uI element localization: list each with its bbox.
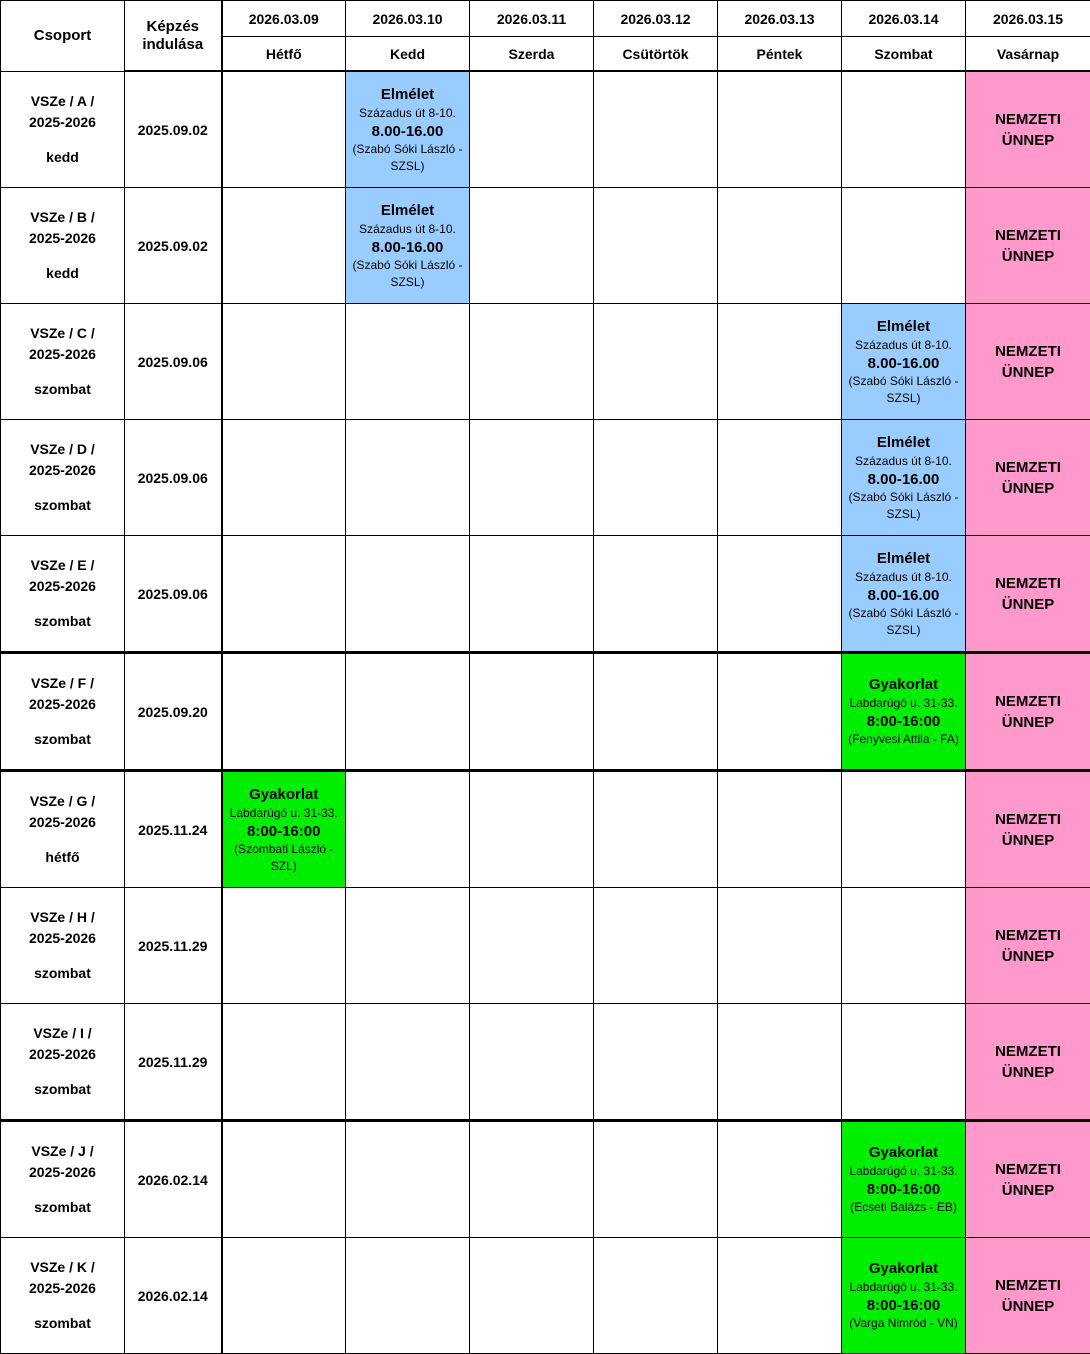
- date-header: 2026.03.14: [842, 1, 966, 37]
- event-teacher: (Szabó Sóki László - SZSL): [842, 605, 965, 639]
- event-location: Labdarúgó u. 31-33.: [842, 694, 965, 712]
- event-teacher: (Szabó Sóki László - SZSL): [346, 141, 469, 175]
- holiday-line1: NEMZETI: [966, 1159, 1090, 1180]
- holiday-line1: NEMZETI: [966, 457, 1090, 478]
- day-header: Szombat: [842, 37, 966, 72]
- holiday-line2: ÜNNEP: [966, 246, 1090, 267]
- group-year: 2025-2026: [1, 1278, 124, 1299]
- empty-cell: [222, 420, 346, 536]
- event-time: 8:00-16:00: [842, 1296, 965, 1315]
- empty-cell: [222, 188, 346, 304]
- event-teacher: (Fenyvesi Attila - FA): [842, 731, 965, 748]
- empty-cell: [346, 1238, 470, 1354]
- holiday-line2: ÜNNEP: [966, 712, 1090, 733]
- event-type: Elmélet: [842, 549, 965, 568]
- day-header: Kedd: [346, 37, 470, 72]
- start-date-cell: 2025.11.29: [125, 888, 222, 1004]
- header-row-dates: [1, 1, 1090, 37]
- empty-cell: [842, 888, 966, 1004]
- group-year: 2025-2026: [1, 1162, 124, 1183]
- holiday-cell: [966, 304, 1090, 420]
- event-time: 8.00-16.00: [842, 586, 965, 605]
- start-date-cell: 2025.09.02: [125, 71, 222, 188]
- table-row: [1, 1238, 1090, 1354]
- event-teacher: (Szombati László - SZL): [223, 841, 346, 875]
- start-date-cell: 2026.02.14: [125, 1238, 222, 1354]
- date-header: 2026.03.13: [718, 1, 842, 37]
- empty-cell: [842, 188, 966, 304]
- event-location: Labdarúgó u. 31-33.: [223, 804, 346, 822]
- day-header: Vasárnap: [966, 37, 1090, 72]
- event-teacher: (Ecseti Balázs - EB): [842, 1199, 965, 1216]
- empty-cell: [470, 1238, 594, 1354]
- start-date-cell: 2025.09.20: [125, 653, 222, 771]
- empty-cell: [594, 1238, 718, 1354]
- empty-cell: [470, 771, 594, 888]
- empty-cell: [718, 653, 842, 771]
- empty-cell: [222, 1004, 346, 1121]
- empty-cell: [842, 1004, 966, 1121]
- empty-cell: [718, 420, 842, 536]
- holiday-cell: [966, 1121, 1090, 1238]
- date-header: 2026.03.09: [222, 1, 346, 37]
- empty-cell: [718, 1004, 842, 1121]
- empty-cell: [594, 653, 718, 771]
- group-year: 2025-2026: [1, 694, 124, 715]
- group-cell: [1, 536, 125, 653]
- event-time: 8.00-16.00: [346, 122, 469, 141]
- group-day: kedd: [1, 147, 124, 168]
- day-header: Hétfő: [222, 37, 346, 72]
- empty-cell: [346, 771, 470, 888]
- holiday-cell: [966, 536, 1090, 653]
- theory-event-cell: [346, 188, 470, 304]
- group-cell: [1, 1121, 125, 1238]
- group-cell: [1, 771, 125, 888]
- empty-cell: [470, 1004, 594, 1121]
- event-time: 8:00-16:00: [223, 822, 346, 841]
- event-teacher: (Szabó Sóki László - SZSL): [842, 373, 965, 407]
- empty-cell: [842, 771, 966, 888]
- date-header: 2026.03.12: [594, 1, 718, 37]
- group-cell: [1, 1004, 125, 1121]
- holiday-cell: [966, 653, 1090, 771]
- empty-cell: [222, 653, 346, 771]
- group-year: 2025-2026: [1, 928, 124, 949]
- start-date-cell: 2025.09.06: [125, 420, 222, 536]
- start-header: Képzés indulása: [125, 1, 222, 72]
- group-year: 2025-2026: [1, 112, 124, 133]
- empty-cell: [222, 1121, 346, 1238]
- start-date-cell: 2026.02.14: [125, 1121, 222, 1238]
- event-location: Századus út 8-10.: [346, 220, 469, 238]
- event-location: Századus út 8-10.: [346, 104, 469, 122]
- empty-cell: [594, 536, 718, 653]
- event-teacher: (Varga Nimród - VN): [842, 1315, 965, 1332]
- day-header: Szerda: [470, 37, 594, 72]
- event-type: Elmélet: [842, 317, 965, 336]
- empty-cell: [470, 653, 594, 771]
- start-date-cell: 2025.11.29: [125, 1004, 222, 1121]
- group-day: szombat: [1, 611, 124, 632]
- group-day: szombat: [1, 1197, 124, 1218]
- holiday-line1: NEMZETI: [966, 573, 1090, 594]
- holiday-line1: NEMZETI: [966, 109, 1090, 130]
- empty-cell: [470, 188, 594, 304]
- holiday-cell: [966, 1004, 1090, 1121]
- holiday-cell: [966, 71, 1090, 188]
- group-day: szombat: [1, 495, 124, 516]
- holiday-line2: ÜNNEP: [966, 130, 1090, 151]
- empty-cell: [470, 71, 594, 188]
- empty-cell: [718, 71, 842, 188]
- event-time: 8.00-16.00: [346, 238, 469, 257]
- empty-cell: [346, 653, 470, 771]
- empty-cell: [346, 888, 470, 1004]
- group-cell: [1, 888, 125, 1004]
- group-day: szombat: [1, 729, 124, 750]
- empty-cell: [470, 1121, 594, 1238]
- date-header: 2026.03.15: [966, 1, 1090, 37]
- empty-cell: [470, 536, 594, 653]
- group-header: Csoport: [1, 1, 125, 72]
- group-year: 2025-2026: [1, 344, 124, 365]
- start-date-cell: 2025.09.02: [125, 188, 222, 304]
- empty-cell: [346, 536, 470, 653]
- table-row: [1, 771, 1090, 888]
- empty-cell: [594, 71, 718, 188]
- group-day: szombat: [1, 1079, 124, 1100]
- empty-cell: [594, 420, 718, 536]
- empty-cell: [222, 888, 346, 1004]
- holiday-line2: ÜNNEP: [966, 1062, 1090, 1083]
- group-name: VSZe / C /: [1, 323, 124, 344]
- holiday-line2: ÜNNEP: [966, 1296, 1090, 1317]
- group-name: VSZe / H /: [1, 907, 124, 928]
- holiday-line2: ÜNNEP: [966, 946, 1090, 967]
- empty-cell: [718, 304, 842, 420]
- practice-event-cell: [842, 653, 966, 771]
- empty-cell: [718, 536, 842, 653]
- event-type: Gyakorlat: [842, 1259, 965, 1278]
- event-type: Elmélet: [346, 201, 469, 220]
- group-day: szombat: [1, 1313, 124, 1334]
- group-name: VSZe / K /: [1, 1257, 124, 1278]
- empty-cell: [594, 304, 718, 420]
- empty-cell: [222, 536, 346, 653]
- group-year: 2025-2026: [1, 1044, 124, 1065]
- table-row: [1, 71, 1090, 188]
- holiday-line1: NEMZETI: [966, 1041, 1090, 1062]
- empty-cell: [718, 771, 842, 888]
- table-row: [1, 653, 1090, 771]
- event-location: Labdarúgó u. 31-33.: [842, 1278, 965, 1296]
- practice-event-cell: [842, 1121, 966, 1238]
- empty-cell: [346, 420, 470, 536]
- event-location: Századus út 8-10.: [842, 568, 965, 586]
- group-name: VSZe / J /: [1, 1141, 124, 1162]
- empty-cell: [594, 1004, 718, 1121]
- holiday-cell: [966, 420, 1090, 536]
- holiday-cell: [966, 888, 1090, 1004]
- empty-cell: [346, 1004, 470, 1121]
- group-year: 2025-2026: [1, 576, 124, 597]
- date-header: 2026.03.11: [470, 1, 594, 37]
- empty-cell: [222, 71, 346, 188]
- holiday-line2: ÜNNEP: [966, 594, 1090, 615]
- holiday-line1: NEMZETI: [966, 809, 1090, 830]
- start-date-cell: 2025.09.06: [125, 304, 222, 420]
- theory-event-cell: [842, 420, 966, 536]
- table-row: [1, 536, 1090, 653]
- group-name: VSZe / E /: [1, 555, 124, 576]
- group-year: 2025-2026: [1, 812, 124, 833]
- empty-cell: [594, 1121, 718, 1238]
- group-name: VSZe / B /: [1, 207, 124, 228]
- group-name: VSZe / G /: [1, 791, 124, 812]
- start-date-cell: 2025.09.06: [125, 536, 222, 653]
- holiday-line2: ÜNNEP: [966, 362, 1090, 383]
- holiday-cell: [966, 771, 1090, 888]
- empty-cell: [594, 771, 718, 888]
- event-teacher: (Szabó Sóki László - SZSL): [842, 489, 965, 523]
- holiday-line1: NEMZETI: [966, 1275, 1090, 1296]
- group-cell: [1, 420, 125, 536]
- group-cell: [1, 653, 125, 771]
- practice-event-cell: [222, 771, 346, 888]
- group-cell: [1, 71, 125, 188]
- holiday-line2: ÜNNEP: [966, 830, 1090, 851]
- table-row: [1, 304, 1090, 420]
- empty-cell: [470, 420, 594, 536]
- practice-event-cell: [842, 1238, 966, 1354]
- empty-cell: [346, 304, 470, 420]
- holiday-line2: ÜNNEP: [966, 478, 1090, 499]
- event-teacher: (Szabó Sóki László - SZSL): [346, 257, 469, 291]
- group-name: VSZe / I /: [1, 1023, 124, 1044]
- theory-event-cell: [842, 536, 966, 653]
- group-year: 2025-2026: [1, 460, 124, 481]
- table-row: [1, 888, 1090, 1004]
- holiday-cell: [966, 1238, 1090, 1354]
- event-type: Elmélet: [842, 433, 965, 452]
- empty-cell: [470, 888, 594, 1004]
- event-location: Labdarúgó u. 31-33.: [842, 1162, 965, 1180]
- event-time: 8.00-16.00: [842, 354, 965, 373]
- holiday-cell: [966, 188, 1090, 304]
- start-date-cell: 2025.11.24: [125, 771, 222, 888]
- event-type: Gyakorlat: [842, 675, 965, 694]
- empty-cell: [346, 1121, 470, 1238]
- empty-cell: [222, 1238, 346, 1354]
- group-cell: [1, 188, 125, 304]
- date-header: 2026.03.10: [346, 1, 470, 37]
- table-row: [1, 420, 1090, 536]
- empty-cell: [718, 888, 842, 1004]
- table-row: [1, 1121, 1090, 1238]
- empty-cell: [222, 304, 346, 420]
- group-cell: [1, 1238, 125, 1354]
- day-header: Péntek: [718, 37, 842, 72]
- group-day: szombat: [1, 379, 124, 400]
- empty-cell: [594, 188, 718, 304]
- event-type: Elmélet: [346, 85, 469, 104]
- event-time: 8.00-16.00: [842, 470, 965, 489]
- empty-cell: [718, 1121, 842, 1238]
- event-time: 8:00-16:00: [842, 1180, 965, 1199]
- event-time: 8:00-16:00: [842, 712, 965, 731]
- theory-event-cell: [842, 304, 966, 420]
- event-type: Gyakorlat: [842, 1143, 965, 1162]
- empty-cell: [470, 304, 594, 420]
- group-day: szombat: [1, 963, 124, 984]
- holiday-line1: NEMZETI: [966, 341, 1090, 362]
- holiday-line1: NEMZETI: [966, 691, 1090, 712]
- event-location: Századus út 8-10.: [842, 452, 965, 470]
- group-cell: [1, 304, 125, 420]
- group-name: VSZe / F /: [1, 673, 124, 694]
- group-day: kedd: [1, 263, 124, 284]
- day-header: Csütörtök: [594, 37, 718, 72]
- event-type: Gyakorlat: [223, 785, 346, 804]
- group-name: VSZe / D /: [1, 439, 124, 460]
- group-day: hétfő: [1, 847, 124, 868]
- table-row: [1, 188, 1090, 304]
- group-year: 2025-2026: [1, 228, 124, 249]
- theory-event-cell: [346, 71, 470, 188]
- holiday-line1: NEMZETI: [966, 925, 1090, 946]
- table-row: [1, 1004, 1090, 1121]
- empty-cell: [718, 188, 842, 304]
- empty-cell: [718, 1238, 842, 1354]
- event-location: Századus út 8-10.: [842, 336, 965, 354]
- holiday-line2: ÜNNEP: [966, 1180, 1090, 1201]
- empty-cell: [594, 888, 718, 1004]
- holiday-line1: NEMZETI: [966, 225, 1090, 246]
- empty-cell: [842, 71, 966, 188]
- group-name: VSZe / A /: [1, 91, 124, 112]
